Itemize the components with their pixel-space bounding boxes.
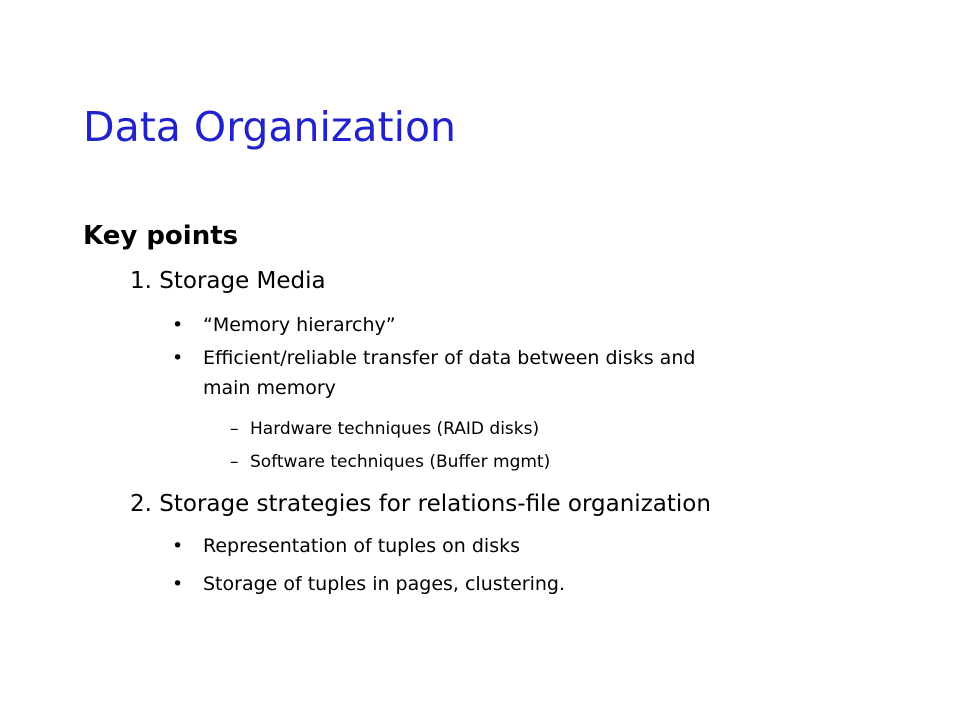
bullet-dot: • xyxy=(172,314,184,336)
subbullet-text: Software techniques (Buffer mgmt) xyxy=(250,452,551,472)
bullet-dot: • xyxy=(172,573,184,595)
slide-title: Data Organization xyxy=(83,103,457,151)
bullet-text: Storage of tuples in pages, clustering. xyxy=(203,573,566,595)
bullet-text: “Memory hierarchy” xyxy=(203,314,396,336)
bullet-text-continued: main memory xyxy=(203,377,336,399)
bullet-dot: • xyxy=(172,535,184,557)
bullet-dot: • xyxy=(172,347,184,369)
bullet-text: Efficient/reliable transfer of data between disks and xyxy=(203,347,696,369)
dash-marker: – xyxy=(230,419,239,439)
section-storage-strategies: 2. Storage strategies for relations-file organization xyxy=(130,491,711,517)
key-points-heading: Key points xyxy=(83,221,239,251)
dash-marker: – xyxy=(230,452,239,472)
bullet-text: Representation of tuples on disks xyxy=(203,535,520,557)
subbullet-text: Hardware techniques (RAID disks) xyxy=(250,419,540,439)
section-storage-media: 1. Storage Media xyxy=(130,268,326,294)
